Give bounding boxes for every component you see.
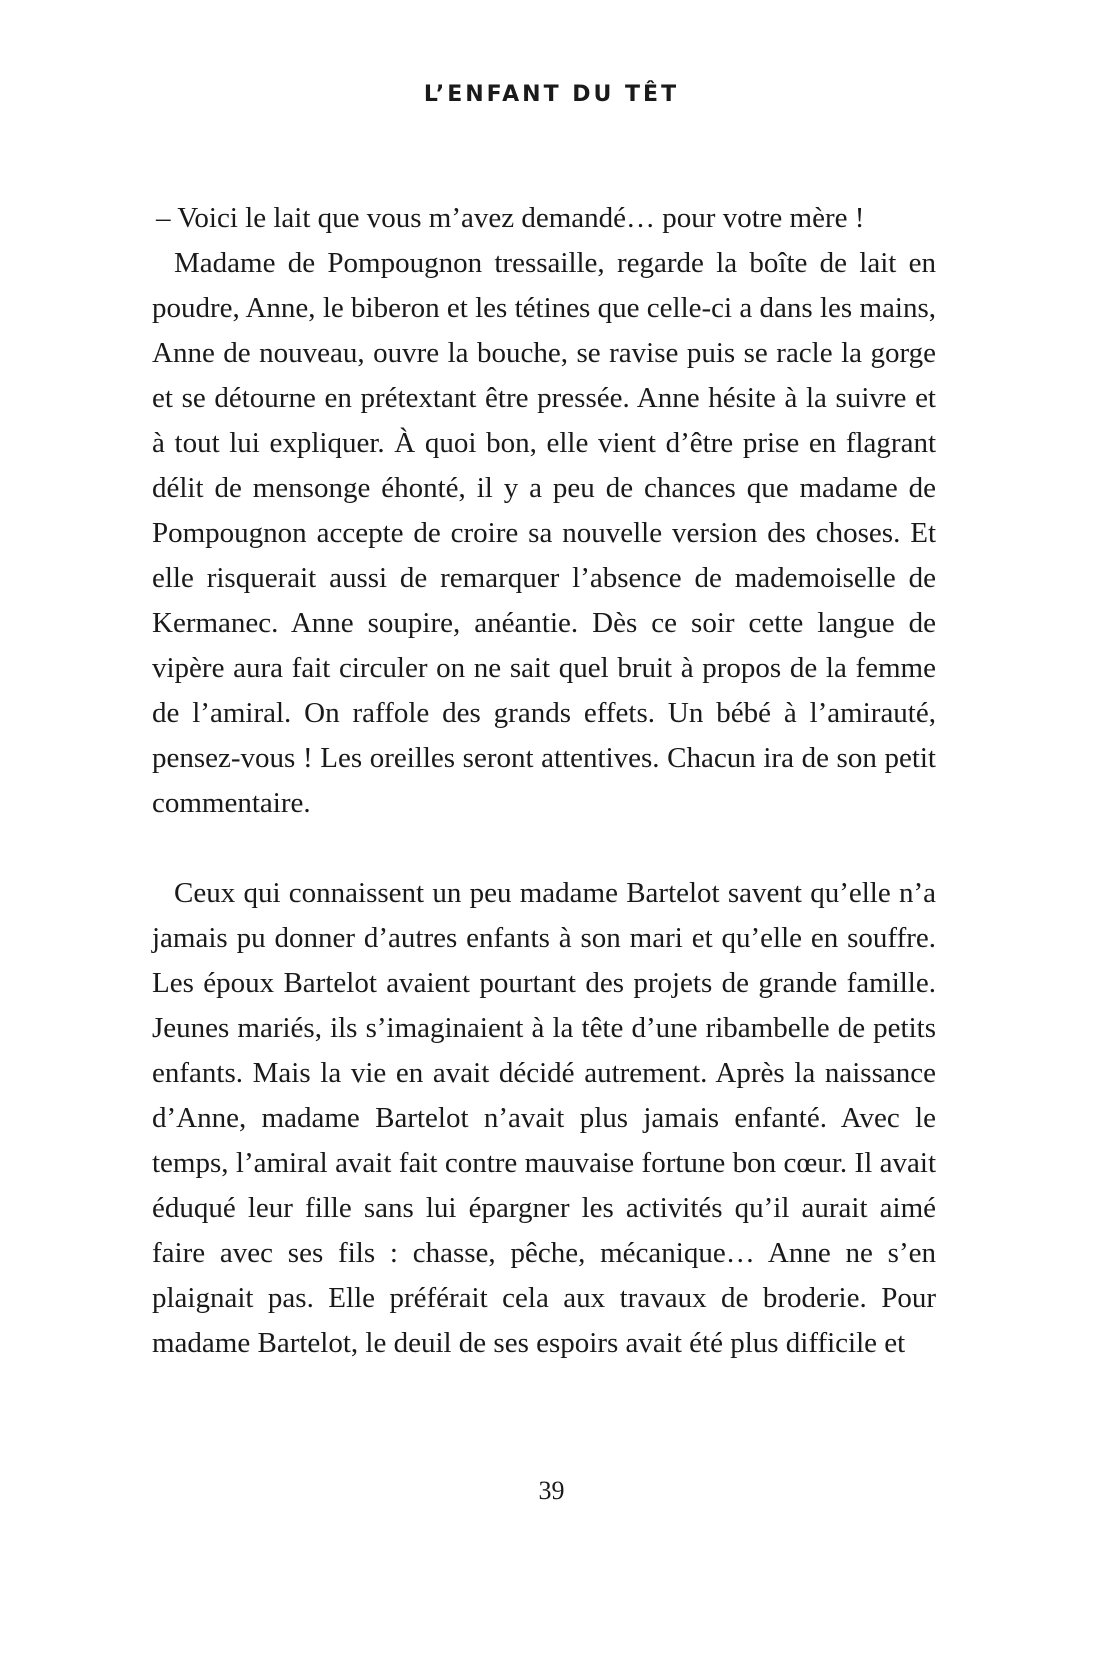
section-break: [152, 826, 936, 871]
page-body: [152, 196, 936, 1366]
paragraph-dialogue: – Voici le lait que vous m’avez demandé… pour votre mère !: [156, 202, 865, 234]
paragraph-bartelot: Ceux qui connaissent un peu madame Bartelot savent qu’elle n’a jamais pu donner d’autres enfants à son mari et qu’elle en souffre. Les époux Bartelot avaient pourtant des projets de grande famille. Jeunes mariés, ils s’imaginaient à la tête d’une ribambelle de petits enfants. Mais la vie en avait décidé autrement. Après la naissance d’Anne, madame Bartelot n’avait plus jamais enfanté. Avec le temps, l’amiral avait fait contre mauvaise fortune bon cœur. Il avait éduqué leur fille sans lui épargner les activités qu’il aurait aimé faire avec ses fils : chasse, pêche, mécanique… Anne ne s’en plaignait pas. Elle préférait cela aux travaux de broderie. Pour madame Bartelot, le deuil de ses espoirs avait été plus difficile et: [152, 877, 936, 1359]
running-head: L’ENFANT DU TÊT: [423, 82, 680, 107]
page-number: 39: [538, 1476, 565, 1505]
paragraph-pompougnon: Madame de Pompougnon tressaille, regarde la boîte de lait en poudre, Anne, le biberon et les tétines que celle-ci a dans les mains, Anne de nouveau, ouvre la bouche, se ravise puis se racle la gorge et se détourne en prétextant être pressée. Anne hésite à la suivre et à tout lui expliquer. À quoi bon, elle vient d’être prise en flagrant délit de mensonge éhonté, il y a peu de chances que madame de Pompougnon accepte de croire sa nouvelle version des choses. Et elle risquerait aussi de remarquer l’absence de mademoiselle de Kermanec. Anne soupire, anéantie. Dès ce soir cette langue de vipère aura fait circuler on ne sait quel bruit à propos de la femme de l’amiral. On raffole des grands effets. Un bébé à l’amirauté, pensez-vous ! Les oreilles seront attentives. Chacun ira de son petit commentaire.: [152, 247, 936, 819]
